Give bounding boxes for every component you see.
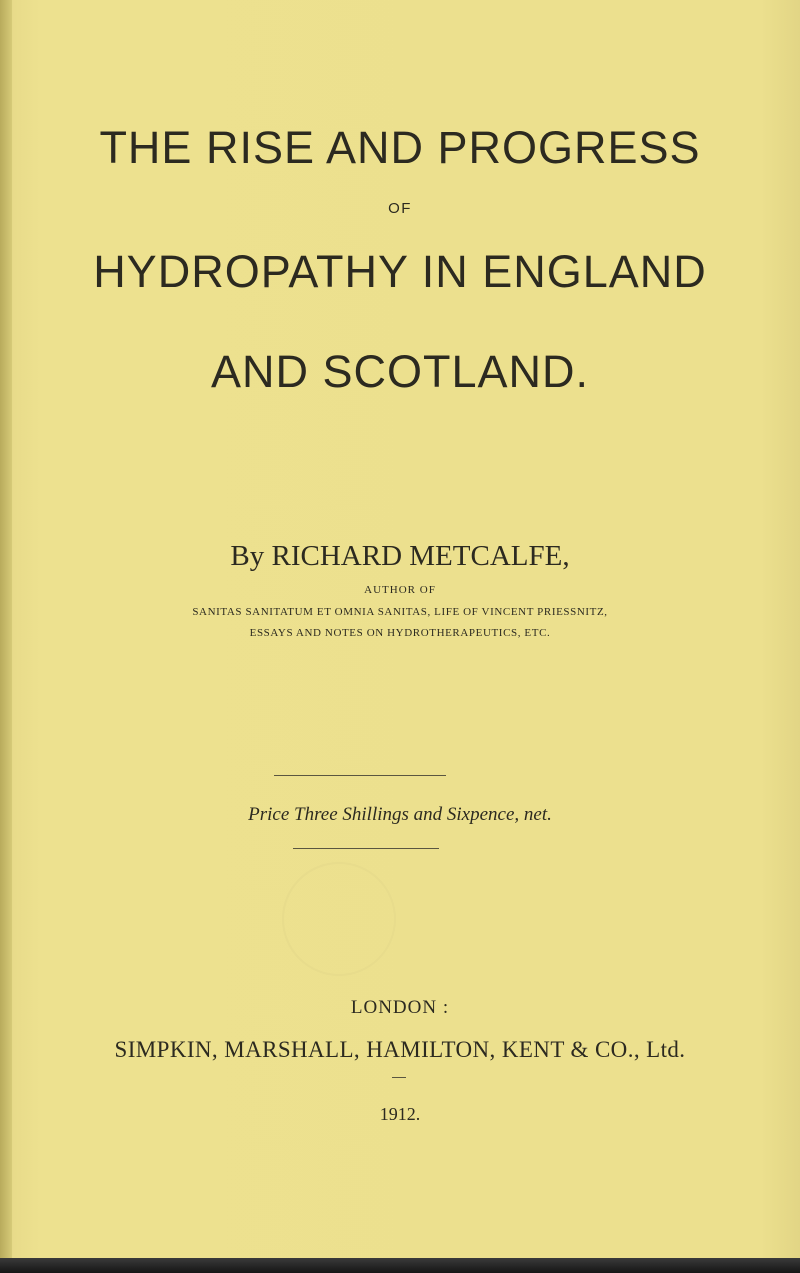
author-works-line-2: ESSAYS AND NOTES ON HYDROTHERAPEUTICS, ETC. bbox=[249, 627, 551, 639]
divider-rule-top bbox=[274, 775, 446, 776]
imprint-dash bbox=[392, 1077, 406, 1078]
title-of: OF bbox=[388, 200, 412, 217]
title-line-1: THE RISE AND PROGRESS bbox=[99, 122, 701, 173]
title-line-2: HYDROPATHY IN ENGLAND bbox=[93, 246, 707, 297]
author-byline: By RICHARD METCALFE, bbox=[230, 540, 570, 572]
imprint-year: 1912. bbox=[379, 1104, 421, 1124]
library-stamp-watermark bbox=[282, 862, 396, 976]
divider-rule-bottom bbox=[293, 848, 439, 849]
imprint-city: LONDON : bbox=[350, 997, 450, 1018]
price-line: Price Three Shillings and Sixpence, net. bbox=[248, 804, 552, 825]
title-line-3: AND SCOTLAND. bbox=[210, 346, 590, 397]
author-of-label: AUTHOR OF bbox=[364, 584, 436, 596]
imprint-publisher: SIMPKIN, MARSHALL, HAMILTON, KENT & CO., Ltd. bbox=[114, 1037, 686, 1062]
author-works-line-1: SANITAS SANITATUM ET OMNIA SANITAS, LIFE OF VINCENT PRIESSNITZ, bbox=[192, 606, 608, 618]
page-bottom-edge bbox=[0, 1258, 800, 1273]
